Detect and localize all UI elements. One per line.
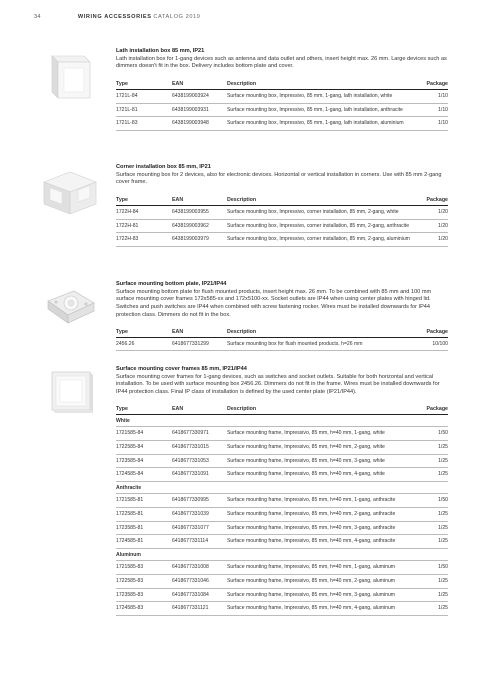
cell-package: 1/25 — [418, 535, 448, 549]
cell-type: 1722585-81 — [116, 508, 172, 522]
cell-package: 1/10 — [418, 90, 448, 104]
cell-ean: 6418677331046 — [172, 575, 227, 589]
group-name: Aluminum — [116, 548, 448, 561]
cell-description: Surface mounting box, Impressivo, corner installation, 85 mm, 2-gang, aluminium — [227, 233, 418, 247]
col-type: Type — [116, 404, 172, 415]
cell-ean: 6418677331008 — [172, 561, 227, 575]
cell-ean: 6438199003924 — [172, 90, 227, 104]
cell-description: Surface mounting box for flush mounted products, h=26 mm — [227, 337, 418, 351]
cell-description: Surface mounting box, Impressivo, corner installation, 85 mm, 2-gang, white — [227, 206, 418, 220]
col-description: Description — [227, 327, 418, 338]
cell-package: 1/25 — [418, 602, 448, 616]
cell-type: 1722H-81 — [116, 219, 172, 233]
cell-package: 1/10 — [418, 117, 448, 131]
cover-frame-image — [34, 366, 104, 422]
cell-description: Surface mounting frame, Impressivo, 85 mm, h=40 mm, 4-gang, white — [227, 468, 418, 482]
group-header-aluminum — [116, 548, 448, 561]
cell-ean: 6438199003931 — [172, 103, 227, 117]
section-description: Surface mounting cover frames for 1-gang devices, such as switches and socket outlets. Suitable for both horizontal and vertical installation. To be used with surface mounting box 2456.26. Dimmers do not fit in the frame. Wires must be installed downwards for IP44 protection class. Final IP class of installation is defined by the used center plate (IP21/IP44). — [116, 373, 440, 396]
cell-package: 1/50 — [418, 494, 448, 508]
col-type: Type — [116, 327, 172, 338]
cell-description: Surface mounting frame, Impressivo, 85 mm, h=40 mm, 1-gang, aluminum — [227, 561, 418, 575]
group-name: White — [116, 414, 448, 427]
cell-description: Surface mounting frame, Impressivo, 85 mm, h=40 mm, 3-gang, anthracite — [227, 521, 418, 535]
col-package: Package — [418, 79, 448, 90]
cell-type: 1722H-83 — [116, 233, 172, 247]
col-ean: EAN — [172, 79, 227, 90]
section-description: Surface mounting bottom plate for flush mounted products, insert height max. 26 mm. To be combined with 85 mm and 100 mm surface mounting cover frames 172x585-xx and 172x5100-xx. Socket outlets are IP44 when using center plates with hinged lid. Switches and push switches are IP44 when combined with screw fastening rocker. Wires must be installed downwards for IP44 protection class. Dimmers do not fit in the box. — [116, 288, 432, 318]
product-table — [116, 404, 448, 616]
cell-package: 1/25 — [418, 588, 448, 602]
cell-ean: 6418677331091 — [172, 468, 227, 482]
section-description: Surface mounting box for 2 devices, also for electronic devices. Horizontal or vertical installation in corners. Use with 85 mm 2-gang cover frame. — [116, 171, 442, 186]
cell-type: 1721585-83 — [116, 561, 172, 575]
cell-type: 1722585-83 — [116, 575, 172, 589]
cell-package: 1/10 — [418, 103, 448, 117]
cell-ean: 6418677331121 — [172, 602, 227, 616]
col-package: Package — [418, 195, 448, 206]
cell-ean: 6418677330971 — [172, 427, 227, 441]
cell-ean: 6438199003962 — [172, 219, 227, 233]
product-table — [116, 195, 448, 247]
page-header — [34, 14, 201, 20]
cell-package: 1/50 — [418, 427, 448, 441]
col-description: Description — [227, 404, 418, 415]
table-row — [116, 117, 448, 131]
table-row — [116, 206, 448, 220]
cell-description: Surface mounting frame, Impressivo, 85 mm, h=40 mm, 4-gang, anthracite — [227, 535, 418, 549]
section-title: Lath installation box 85 mm, IP21 — [116, 48, 205, 54]
cell-package: 10/100 — [418, 337, 448, 351]
col-ean: EAN — [172, 404, 227, 415]
cell-description: Surface mounting box, Impressivo, 85 mm, 1-gang, lath installation, white — [227, 90, 418, 104]
cell-ean: 6438199003955 — [172, 206, 227, 220]
cell-ean: 6418677331015 — [172, 441, 227, 455]
cell-ean: 6418677330995 — [172, 494, 227, 508]
table-row — [116, 468, 448, 482]
col-ean: EAN — [172, 327, 227, 338]
cell-package: 1/25 — [418, 468, 448, 482]
group-name: Anthracite — [116, 481, 448, 494]
section-description: Lath installation box for 1-gang devices such as antenna and data outlet and others, insert height max. 26 mm. Large devices such as dimmers doesn't fit in the box. Delivery includes bottom plate and cover. — [116, 55, 447, 70]
table-row — [116, 508, 448, 522]
table-row — [116, 337, 448, 351]
table-row — [116, 494, 448, 508]
cell-type: 1724585-83 — [116, 602, 172, 616]
group-header-anthracite — [116, 481, 448, 494]
cell-package: 1/20 — [418, 233, 448, 247]
bottom-plate-image — [34, 281, 104, 337]
table-row — [116, 535, 448, 549]
table-row — [116, 90, 448, 104]
page-number: 34 — [34, 14, 41, 20]
cell-description: Surface mounting frame, Impressivo, 85 mm, h=40 mm, 1-gang, white — [227, 427, 418, 441]
table-row — [116, 233, 448, 247]
cell-ean: 6418677331299 — [172, 337, 227, 351]
catalog-year: CATALOG 2019 — [153, 14, 201, 20]
cell-ean: 6438199003979 — [172, 233, 227, 247]
cell-ean: 6418677331053 — [172, 454, 227, 468]
table-row — [116, 521, 448, 535]
section-title: Surface mounting cover frames 85 mm, IP21/IP44 — [116, 366, 247, 372]
corner-box-image — [34, 164, 104, 220]
col-type: Type — [116, 195, 172, 206]
cell-type: 2456.26 — [116, 337, 172, 351]
cell-package: 1/25 — [418, 454, 448, 468]
section-title: Corner installation box 85 mm, IP21 — [116, 164, 211, 170]
cell-description: Surface mounting box, Impressivo, 85 mm, 1-gang, lath installation, aluminium — [227, 117, 418, 131]
cell-type: 1724585-81 — [116, 535, 172, 549]
cell-description: Surface mounting frame, Impressivo, 85 mm, h=40 mm, 3-gang, white — [227, 454, 418, 468]
cell-type: 1723585-83 — [116, 588, 172, 602]
cell-description: Surface mounting frame, Impressivo, 85 mm, h=40 mm, 4-gang, aluminum — [227, 602, 418, 616]
cell-ean: 6438199003948 — [172, 117, 227, 131]
cell-description: Surface mounting frame, Impressivo, 85 mm, h=40 mm, 3-gang, aluminum — [227, 588, 418, 602]
group-header-white — [116, 414, 448, 427]
table-row — [116, 561, 448, 575]
col-type: Type — [116, 79, 172, 90]
cell-package: 1/50 — [418, 561, 448, 575]
table-row — [116, 454, 448, 468]
cell-ean: 6418677331084 — [172, 588, 227, 602]
col-description: Description — [227, 79, 418, 90]
table-row — [116, 588, 448, 602]
cell-ean: 6418677331039 — [172, 508, 227, 522]
cell-ean: 6418677331077 — [172, 521, 227, 535]
cell-type: 1721585-84 — [116, 427, 172, 441]
cell-type: 1721585-81 — [116, 494, 172, 508]
lath-box-image — [34, 48, 104, 104]
cell-description: Surface mounting frame, Impressivo, 85 mm, h=40 mm, 2-gang, anthracite — [227, 508, 418, 522]
cell-package: 1/20 — [418, 219, 448, 233]
col-package: Package — [418, 327, 448, 338]
cell-ean: 6418677331114 — [172, 535, 227, 549]
cell-package: 1/25 — [418, 441, 448, 455]
product-table — [116, 79, 448, 131]
cell-description: Surface mounting frame, Impressivo, 85 mm, h=40 mm, 2-gang, aluminum — [227, 575, 418, 589]
table-row — [116, 219, 448, 233]
cell-package: 1/25 — [418, 508, 448, 522]
cell-type: 1721L-81 — [116, 103, 172, 117]
col-ean: EAN — [172, 195, 227, 206]
cell-description: Surface mounting box, Impressivo, 85 mm, 1-gang, lath installation, anthracite — [227, 103, 418, 117]
cell-description: Surface mounting frame, Impressivo, 85 mm, h=40 mm, 1-gang, anthracite — [227, 494, 418, 508]
col-description: Description — [227, 195, 418, 206]
cell-package: 1/20 — [418, 206, 448, 220]
cell-type: 1724585-84 — [116, 468, 172, 482]
cell-description: Surface mounting box, Impressivo, corner installation, 85 mm, 2-gang, anthracite — [227, 219, 418, 233]
cell-type: 1722585-84 — [116, 441, 172, 455]
table-row — [116, 441, 448, 455]
cell-type: 1722H-84 — [116, 206, 172, 220]
cell-type: 1723585-81 — [116, 521, 172, 535]
section-title: Surface mounting bottom plate, IP21/IP44 — [116, 281, 227, 287]
table-row — [116, 427, 448, 441]
cell-package: 1/25 — [418, 521, 448, 535]
cell-package: 1/25 — [418, 575, 448, 589]
cell-type: 1721L-83 — [116, 117, 172, 131]
product-table — [116, 327, 448, 352]
table-row — [116, 103, 448, 117]
table-row — [116, 575, 448, 589]
col-package: Package — [418, 404, 448, 415]
cell-type: 1723585-84 — [116, 454, 172, 468]
catalog-title: WIRING ACCESSORIES — [77, 14, 152, 20]
table-row — [116, 602, 448, 616]
cell-type: 1721L-84 — [116, 90, 172, 104]
cell-description: Surface mounting frame, Impressivo, 85 mm, h=40 mm, 2-gang, white — [227, 441, 418, 455]
